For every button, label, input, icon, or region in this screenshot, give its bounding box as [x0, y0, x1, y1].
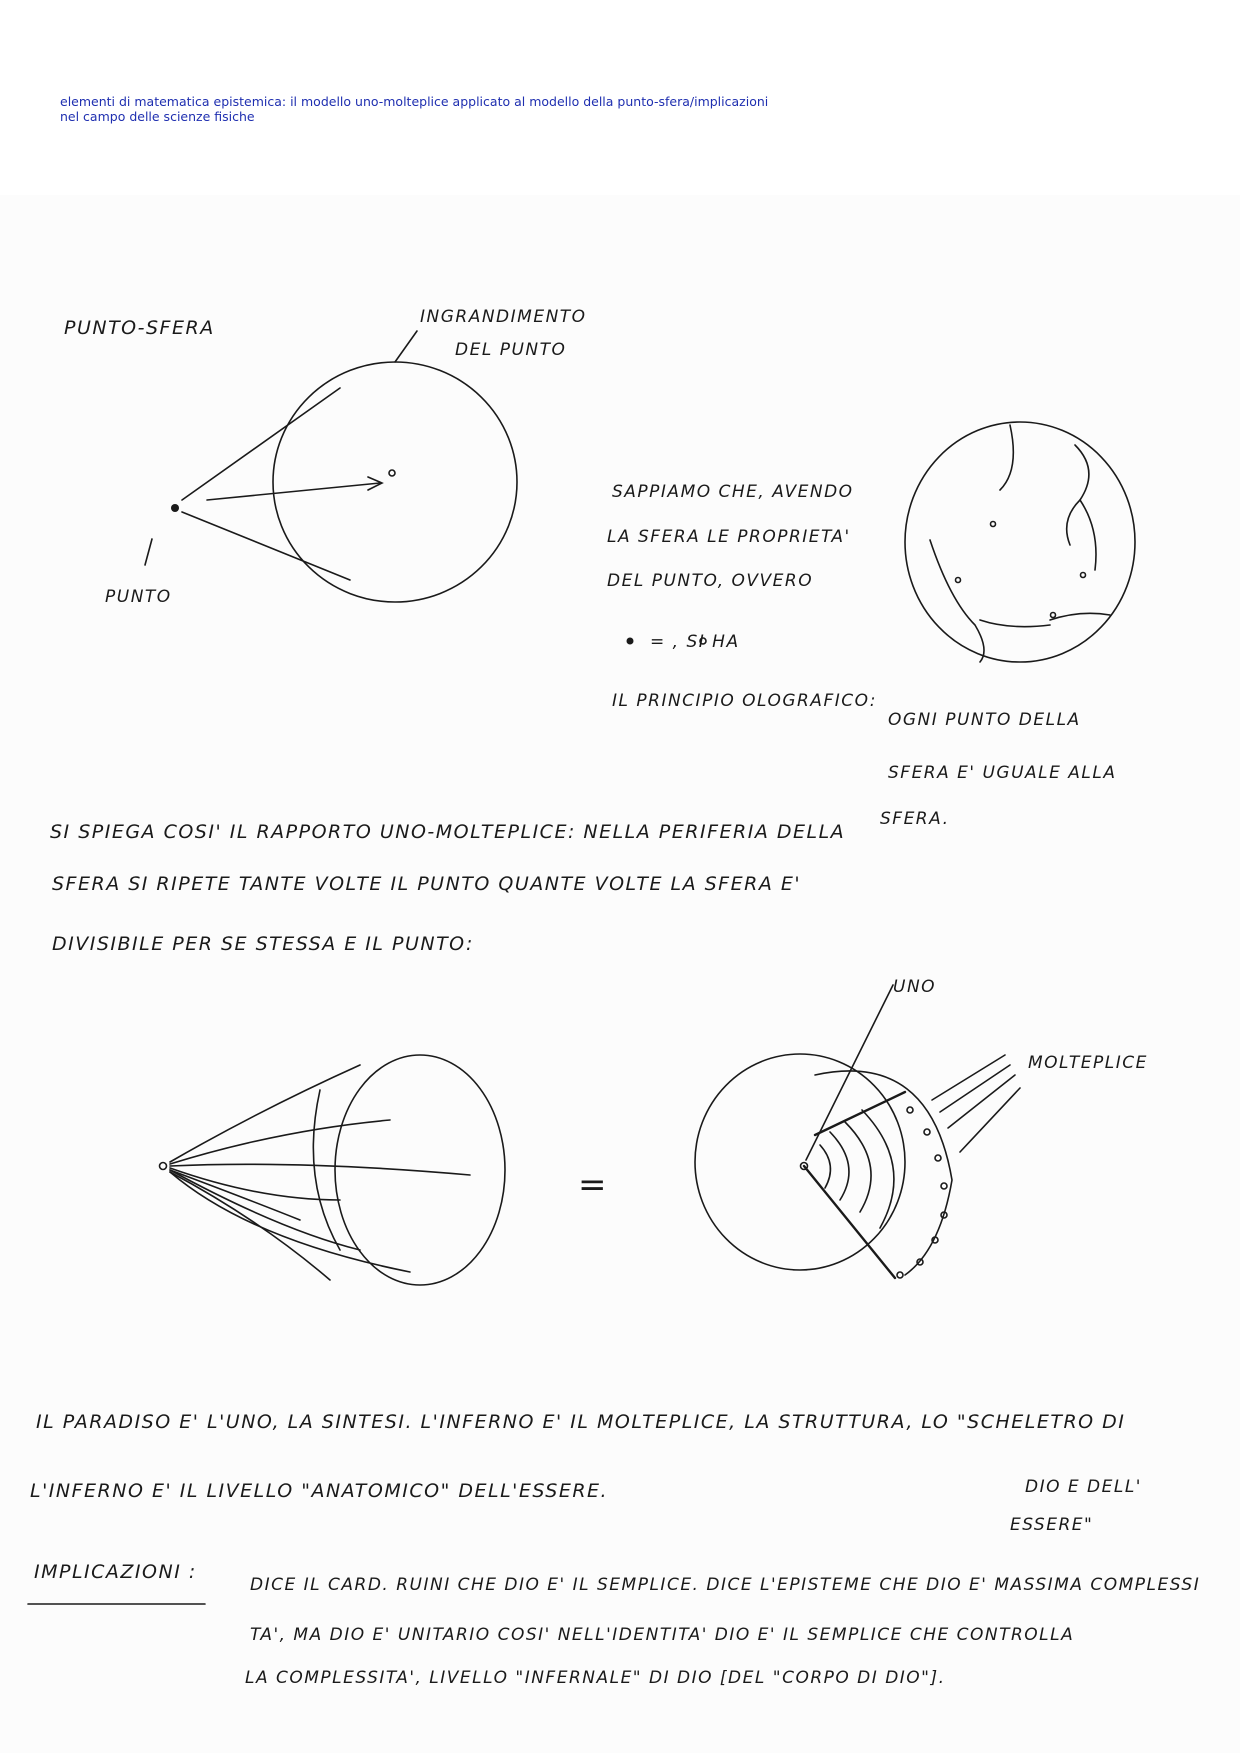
note-line-5: IL PRINCIPIO OLOGRAFICO: [612, 691, 878, 711]
implicazioni-line-1: DICE IL CARD. RUINI CHE DIO E' IL SEMPLICE. DICE L'EPISTEME CHE DIO E' MASSIMA COMPLESSI [250, 1575, 1201, 1595]
uno-sphere [695, 1054, 905, 1270]
p2-line-1: IL PARADISO E' L'UNO, LA SINTESI. L'INFERNO E' IL MOLTEPLICE, LA STRUTTURA, LO "SCHELETRO DI [36, 1411, 1126, 1433]
note-line-6: OGNI PUNTO DELLA [888, 710, 1081, 730]
note-line-3: DEL PUNTO, OVVERO [607, 571, 814, 591]
diagram-uno-molteplice [695, 985, 1020, 1278]
label-del-punto: DEL PUNTO [455, 340, 567, 360]
implicazioni-section [28, 1561, 1200, 1688]
holographic-sphere [905, 422, 1135, 662]
p2-line-4: ESSERE" [1010, 1515, 1094, 1535]
label-uno: UNO [893, 977, 937, 997]
cone-point [160, 1163, 167, 1170]
p1-line-1: SI SPIEGA COSI' IL RAPPORTO UNO-MOLTEPLICE: NELLA PERIFERIA DELLA [50, 821, 846, 843]
label-punto: PUNTO [105, 587, 172, 607]
p1-line-3: DIVISIBILE PER SE STESSA E IL PUNTO: [52, 933, 474, 955]
note-line-1: SAPPIAMO CHE, AVENDO [612, 482, 854, 502]
paragraph-2 [30, 1411, 1142, 1535]
note-line-4: = , SI HA [650, 632, 740, 652]
arrow-line [207, 483, 380, 500]
header-line-2: nel campo delle scienze fisiche [60, 109, 255, 124]
header-line-1: elementi di matematica epistemica: il modello uno-molteplice applicato al modello della punto-sfera/implicazioni [60, 94, 769, 109]
tangent-top [182, 388, 340, 500]
implicazioni-line-3: LA COMPLESSITA', LIVELLO "INFERNALE" DI DIO [DEL "CORPO DI DIO"]. [245, 1668, 946, 1688]
point-dot [171, 504, 179, 512]
implicazioni-line-2: TA', MA DIO E' UNITARIO COSI' NELL'IDENTITA' DIO E' IL SEMPLICE CHE CONTROLLA [250, 1625, 1075, 1645]
ingrandimento-pointer [395, 331, 417, 362]
p1-line-2: SFERA SI RIPETE TANTE VOLTE IL PUNTO QUANTE VOLTE LA SFERA E' [52, 873, 802, 895]
label-ingrandimento: INGRANDIMENTO [420, 307, 587, 327]
paragraph-1 [50, 821, 845, 955]
note-line-7: SFERA E' UGUALE ALLA [888, 763, 1117, 783]
label-punto-sfera: PUNTO-SFERA [64, 317, 215, 339]
sphere-circle [273, 362, 517, 602]
p2-line-2: L'INFERNO E' IL LIVELLO "ANATOMICO" DELL'ESSERE. [30, 1480, 609, 1502]
punto-pointer [145, 539, 152, 565]
tangent-bottom [182, 512, 350, 580]
note-line-2: LA SFERA LE PROPRIETA' [607, 527, 851, 547]
diagram-cone [160, 1055, 506, 1285]
note-right [607, 482, 1116, 829]
diagram-point-sphere [145, 362, 517, 602]
p2-line-3: DIO E DELL' [1025, 1477, 1142, 1497]
equals-sign: = [578, 1165, 608, 1205]
label-molteplice: MOLTEPLICE [1028, 1053, 1148, 1073]
center-dot [389, 470, 395, 476]
note-line-8: SFERA. [880, 809, 950, 829]
note-dot-left [627, 638, 634, 645]
implicazioni-title: IMPLICAZIONI : [34, 1561, 197, 1583]
